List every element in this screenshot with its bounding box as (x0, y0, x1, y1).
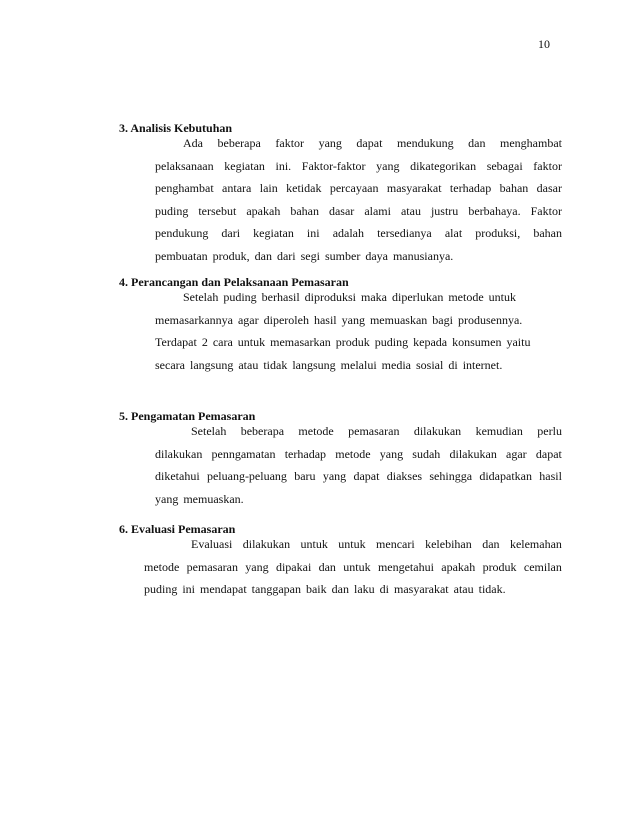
paragraph-line: Setelah beberapa metode pemasaran dilakukan kemudian perlu (191, 424, 562, 438)
paragraph-line: dilakukan penngamatan terhadap metode yang sudah dilakukan agar dapat (155, 446, 562, 461)
section-evaluasi-pemasaran (119, 522, 562, 597)
section-heading: 4. Perancangan dan Pelaksanaan Pemasaran (119, 275, 349, 289)
paragraph-line: pembuatan produk, dan dari segi sumber daya manusianya. (155, 248, 454, 263)
paragraph-line: Setelah puding berhasil diproduksi maka diperlukan metode untuk (183, 290, 517, 304)
paragraph-line: yang memuaskan. (155, 491, 244, 506)
paragraph-line: diketahui peluang-peluang baru yang dapat diakses sehingga didapatkan hasil (155, 469, 562, 483)
section-heading: 5. Pengamatan Pemasaran (119, 409, 256, 423)
paragraph-line: Ada beberapa faktor yang dapat mendukung dan menghambat (183, 136, 562, 150)
paragraph-line: pelaksanaan kegiatan ini. Faktor-faktor yang dikategorikan sebagai faktor (155, 158, 562, 173)
paragraph-line: metode pemasaran yang dipakai dan untuk mengetahui apakah produk cemilan (144, 559, 562, 574)
section-heading: 6. Evaluasi Pemasaran (119, 522, 236, 536)
section-paragraph (119, 424, 562, 507)
paragraph-line: puding tersebut apakah bahan dasar alami atau justru berbahaya. Faktor (155, 203, 562, 218)
paragraph-line: memasarkannya agar diperoleh hasil yang memuaskan bagi produsennya. (155, 312, 523, 327)
section-pengamatan-pemasaran (119, 409, 562, 507)
paragraph-line: secara langsung atau tidak langsung melalui media sosial di internet. (155, 357, 503, 372)
section-analisis-kebutuhan (119, 121, 562, 264)
section-perancangan-pelaksanaan-pemasaran (119, 275, 562, 373)
section-paragraph (119, 290, 562, 373)
section-paragraph (119, 136, 562, 264)
paragraph-line: penghambat antara lain ketidak percayaan masyarakat terhadap bahan dasar (155, 181, 562, 195)
section-heading: 3. Analisis Kebutuhan (119, 121, 233, 135)
page-number: 10 (538, 37, 550, 51)
paragraph-line: pendukung dari kegiatan ini adalah tersedianya alat produksi, bahan (155, 226, 562, 240)
paragraph-line: Terdapat 2 cara untuk memasarkan produk puding kepada konsumen yaitu (155, 335, 531, 349)
paragraph-line: Evaluasi dilakukan untuk untuk mencari kelebihan dan kelemahan (191, 537, 562, 551)
paragraph-line: puding ini mendapat tanggapan baik dan laku di masyarakat atau tidak. (144, 582, 506, 596)
section-paragraph (119, 537, 562, 597)
